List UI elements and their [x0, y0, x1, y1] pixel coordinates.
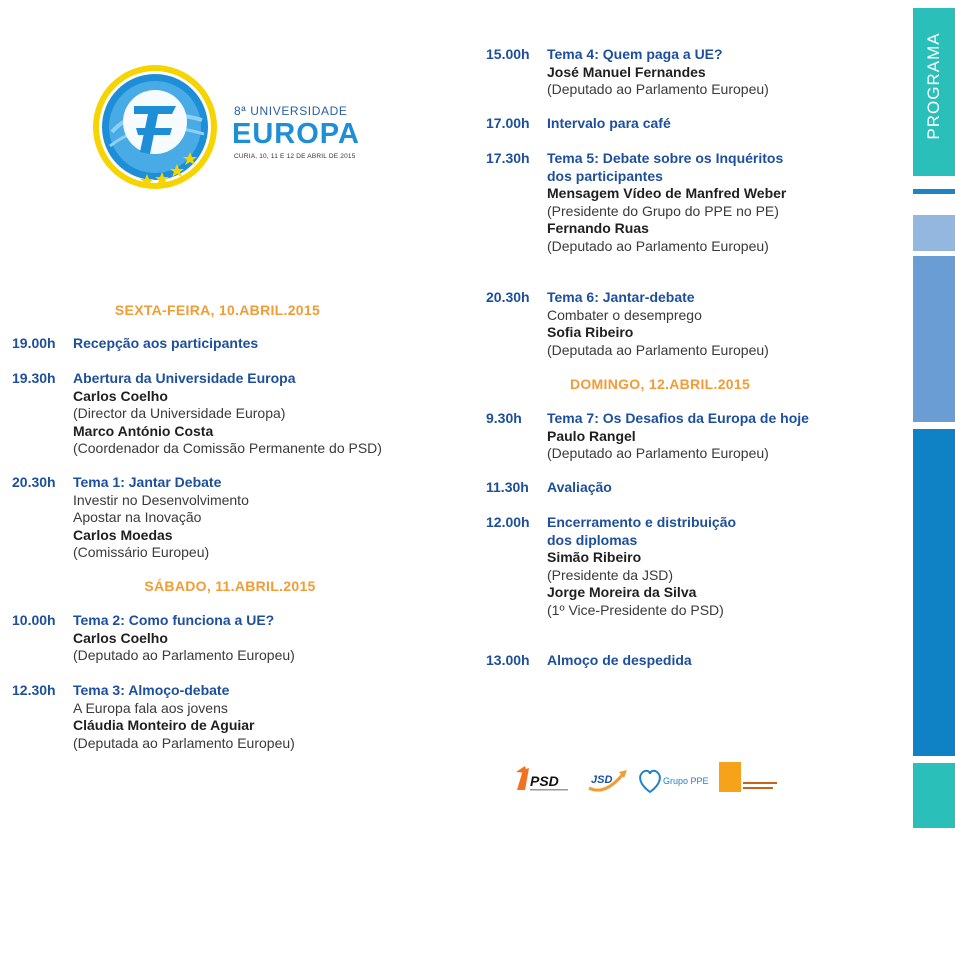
- logo-subtitle: 8ª UNIVERSIDADE: [234, 104, 348, 118]
- entry-details: [73, 370, 382, 458]
- entry-title: Tema 6: Jantar-debate: [547, 289, 695, 305]
- entry-time: 20.30h: [12, 474, 56, 490]
- entry-time: 12.30h: [12, 682, 56, 698]
- ppe-heart-logo-icon: [637, 764, 709, 796]
- speaker-role: (Deputado ao Parlamento Europeu): [547, 445, 769, 461]
- entry-title: Tema 4: Quem paga a UE?: [547, 46, 723, 62]
- entry-details: [547, 479, 612, 497]
- speaker-role: (Deputada ao Parlamento Europeu): [73, 734, 295, 751]
- psd-logo-text: PSD: [530, 773, 559, 789]
- event-logo: [92, 62, 392, 196]
- speaker-name: Simão Ribeiro: [547, 549, 642, 565]
- entry-time: 20.30h: [486, 289, 530, 305]
- speaker-name: Mensagem Vídeo de Manfred Weber: [547, 185, 787, 201]
- entry-time: 12.00h: [486, 514, 530, 530]
- entry-title: Tema 7: Os Desafios da Europa de hoje: [547, 410, 809, 426]
- speaker-name: Paulo Rangel: [547, 427, 636, 444]
- entry-details: [547, 514, 736, 619]
- decor-bar-mid: [913, 256, 955, 422]
- entry-details: [73, 682, 295, 752]
- ppe-logo-text: Grupo PPE: [663, 776, 709, 786]
- day-heading-sunday: DOMINGO, 12.ABRIL.2015: [569, 376, 751, 392]
- entry-details: [73, 474, 249, 562]
- entry-time: 19.30h: [12, 370, 56, 386]
- entry-details: [547, 115, 671, 133]
- speaker-role: (Presidente da JSD): [547, 566, 674, 583]
- entry-details: [547, 150, 786, 255]
- entry-title: Encerramento e distribuição: [547, 514, 737, 530]
- speaker-role: (Deputada ao Parlamento Europeu): [547, 341, 769, 358]
- decor-bar-strong: [913, 429, 955, 756]
- day-heading-friday: SEXTA-FEIRA, 10.ABRIL.2015: [114, 302, 321, 318]
- entry-time: 9.30h: [486, 410, 522, 426]
- entry-time: 17.30h: [486, 150, 530, 166]
- universidade-europa-emblem-icon: [92, 62, 222, 192]
- programa-tab-label: PROGRAMA: [924, 32, 943, 140]
- entry-time: 19.00h: [12, 335, 56, 351]
- entry-title: Almoço de despedida: [547, 652, 692, 668]
- idl-logo-icon: [717, 760, 779, 796]
- speaker-name: Marco António Costa: [73, 422, 214, 439]
- entry-details: [73, 612, 295, 665]
- entry-title: Recepção aos participantes: [73, 335, 259, 351]
- entry-details: [547, 289, 769, 359]
- entry-description: Investir no Desenvolvimento: [73, 491, 249, 508]
- speaker-name: Cláudia Monteiro de Aguiar: [73, 717, 255, 733]
- entry-time: 15.00h: [486, 46, 530, 62]
- entry-title: Abertura da Universidade Europa: [73, 370, 296, 386]
- entry-time: 13.00h: [486, 652, 530, 668]
- speaker-name: Carlos Coelho: [73, 387, 168, 404]
- entry-title: Avaliação: [547, 479, 612, 495]
- sponsor-logos: [513, 760, 783, 800]
- psd-logo-icon: [513, 764, 571, 794]
- entry-time: 11.30h: [486, 479, 529, 495]
- entry-title: Tema 5: Debate sobre os Inquéritos: [547, 150, 784, 166]
- entry-title: Tema 3: Almoço-debate: [73, 682, 230, 698]
- entry-time: 10.00h: [12, 612, 56, 628]
- day-heading-saturday: SÁBADO, 11.ABRIL.2015: [144, 578, 316, 594]
- speaker-role: (Deputado ao Parlamento Europeu): [73, 647, 295, 663]
- speaker-name: Fernando Ruas: [547, 220, 649, 236]
- speaker-role: (Coordenador da Comissão Permanente do PSD): [73, 440, 382, 456]
- entry-time: 17.00h: [486, 115, 530, 131]
- speaker-role: (1º Vice-Presidente do PSD): [547, 601, 724, 618]
- entry-details: [547, 410, 809, 463]
- speaker-role: (Presidente do Grupo do PPE no PE): [547, 202, 779, 219]
- speaker-role: (Deputado ao Parlamento Europeu): [547, 81, 769, 97]
- jsd-logo-icon: [585, 766, 629, 794]
- logo-title: EUROPA: [232, 118, 360, 150]
- speaker-name: Jorge Moreira da Silva: [547, 584, 697, 600]
- entry-title: dos diplomas: [547, 531, 638, 548]
- entry-details: [547, 652, 692, 670]
- entry-details: [547, 46, 769, 99]
- speaker-name: Carlos Moedas: [73, 526, 173, 543]
- speaker-role: (Comissário Europeu): [73, 544, 210, 560]
- speaker-role: (Director da Universidade Europa): [73, 405, 286, 421]
- speaker-name: Sofia Ribeiro: [547, 324, 634, 340]
- logo-dates: CURIA, 10, 11 E 12 DE ABRIL DE 2015: [234, 153, 356, 160]
- decor-bar-light: [913, 215, 955, 251]
- entry-title: Tema 2: Como funciona a UE?: [73, 612, 275, 628]
- entry-description: Combater o desemprego: [547, 306, 702, 323]
- jsd-logo-text: JSD: [591, 774, 613, 786]
- decor-bar-line: [913, 189, 955, 194]
- speaker-name: Carlos Coelho: [73, 629, 168, 646]
- entry-description: Apostar na Inovação: [73, 509, 202, 525]
- speaker-role: (Deputado ao Parlamento Europeu): [547, 237, 769, 254]
- entry-title: dos participantes: [547, 167, 663, 184]
- entry-description: A Europa fala aos jovens: [73, 699, 228, 716]
- entry-title: Tema 1: Jantar Debate: [73, 474, 222, 490]
- entry-details: [73, 335, 258, 353]
- decor-bar-teal: [913, 763, 955, 828]
- entry-title: Intervalo para café: [547, 115, 671, 131]
- speaker-name: José Manuel Fernandes: [547, 63, 706, 80]
